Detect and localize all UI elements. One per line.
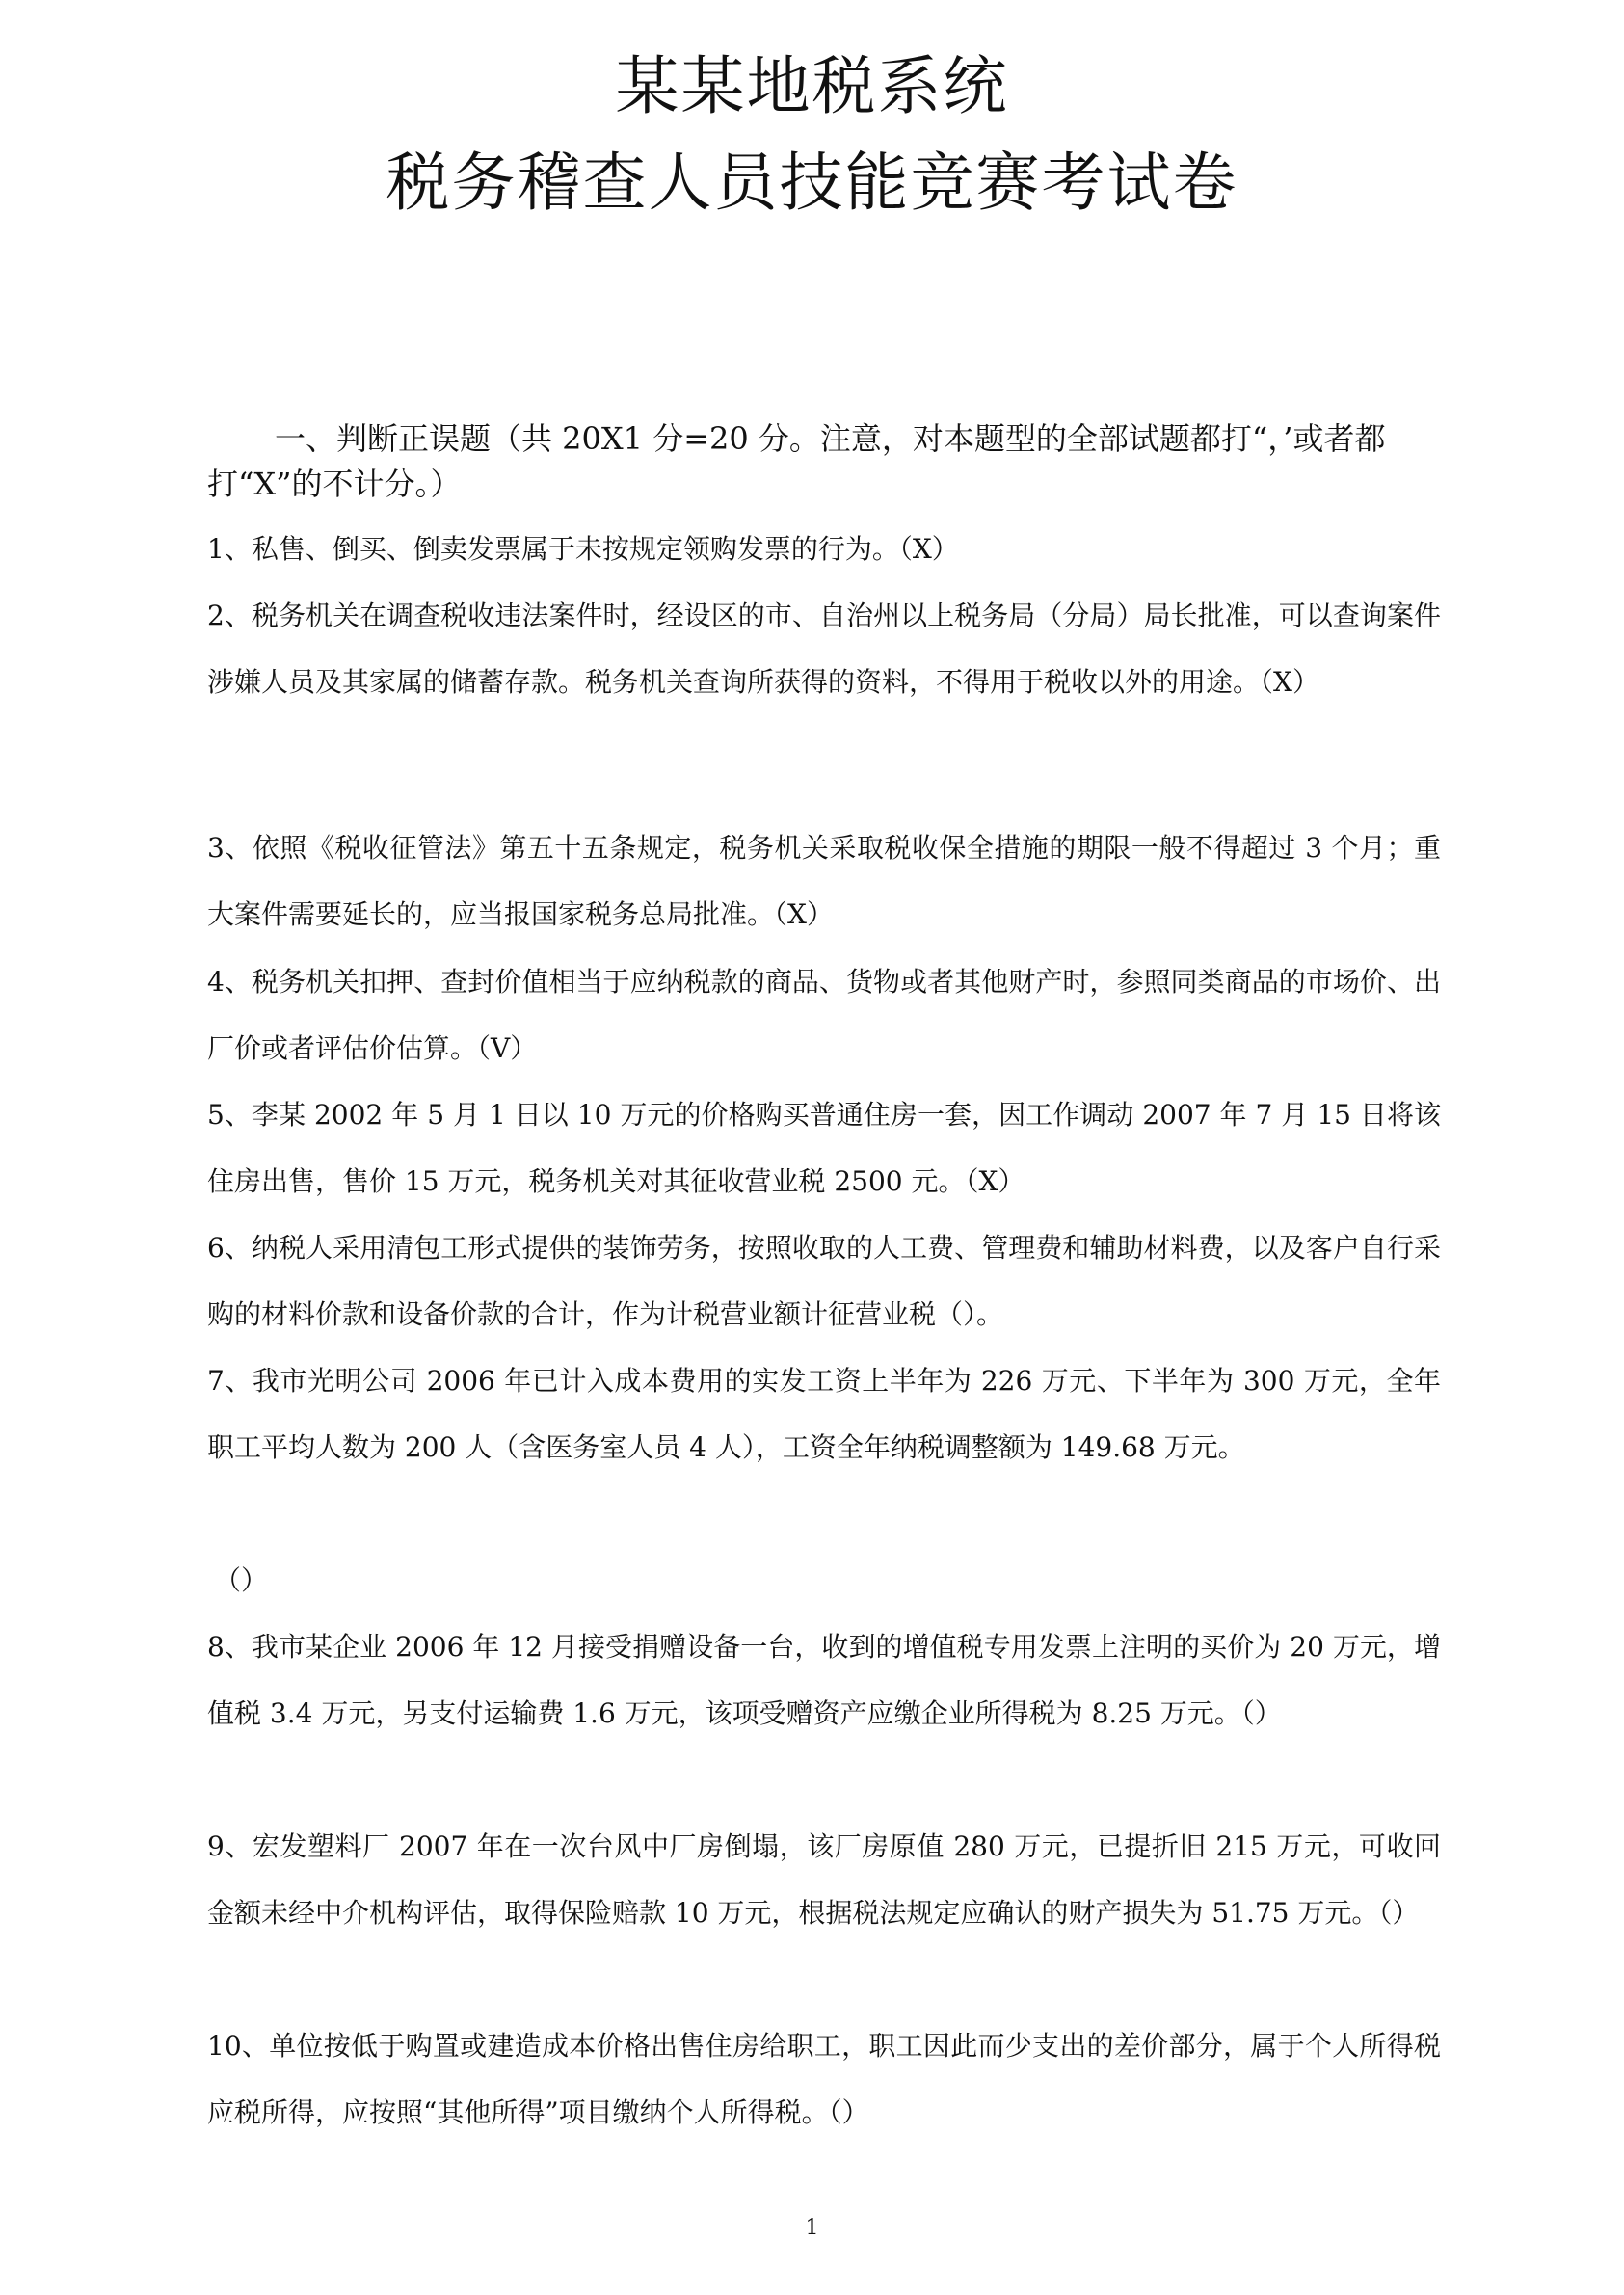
- question-2: 2、税务机关在调查税收违法案件时，经设区的市、自治州以上税务局（分局）局长批准，可以查询案件涉嫌人员及其家属的储蓄存款。税务机关查询所获得的资料，不得用于税收以外的用途。（X）: [207, 600, 1441, 698]
- question-8: 8、我市某企业 2006 年 12 月接受捐赠设备一台，收到的增值税专用发票上注明的买价为 20 万元，增值税 3.4 万元，另支付运输费 1.6 万元，该项受赠资产应缴企业所得税为 8.25 万元。（）: [207, 1631, 1441, 1729]
- question-9: 9、宏发塑料厂 2007 年在一次台风中厂房倒塌，该厂房原值 280 万元，已提折旧 215 万元，可收回金额未经中介机构评估，取得保险赔款 10 万元，根据税法规定应确认的财产损失为 51.75 万元。（）: [207, 1830, 1441, 1929]
- page-number: 1: [805, 2216, 819, 2240]
- question-1: 1、私售、倒买、倒卖发票属于未按规定领购发票的行为。（X）: [207, 533, 959, 565]
- document-title-line1: 某某地税系统: [615, 49, 1009, 123]
- document-title-line2: 税务稽查人员技能竞赛考试卷: [386, 146, 1238, 220]
- question-10: 10、单位按低于购置或建造成本价格出售住房给职工，职工因此而少支出的差价部分，属于个人所得税应税所得，应按照“其他所得”项目缴纳个人所得税。（）: [207, 2030, 1441, 2128]
- question-3: 3、依照《税收征管法》第五十五条规定，税务机关采取税收保全措施的期限一般不得超过 3 个月；重大案件需要延长的，应当报国家税务总局批准。（X）: [207, 832, 1441, 930]
- question-5: 5、李某 2002 年 5 月 1 日以 10 万元的价格购买普通住房一套，因工作调动 2007 年 7 月 15 日将该住房出售，售价 15 万元，税务机关对其征收营业税 2500 元。（X）: [207, 1099, 1441, 1197]
- question-7-answer: （）: [214, 1564, 269, 1596]
- question-4: 4、税务机关扣押、查封价值相当于应纳税款的商品、货物或者其他财产时，参照同类商品的市场价、出厂价或者评估价估算。（V）: [207, 966, 1441, 1064]
- section-heading: 一、判断正误题（共 20X1 分=20 分。注意，对本题型的全部试题都打“，’或者都打“X”的不计分。）: [207, 420, 1386, 502]
- question-7: 7、我市光明公司 2006 年已计入成本费用的实发工资上半年为 226 万元、下半年为 300 万元，全年职工平均人数为 200 人（含医务室人员 4 人），工资全年纳税调整额为 149.68 万元。: [207, 1365, 1441, 1463]
- question-6: 6、纳税人采用清包工形式提供的装饰劳务，按照收取的人工费、管理费和辅助材料费，以及客户自行采购的材料价款和设备价款的合计，作为计税营业额计征营业税（）。: [207, 1232, 1441, 1330]
